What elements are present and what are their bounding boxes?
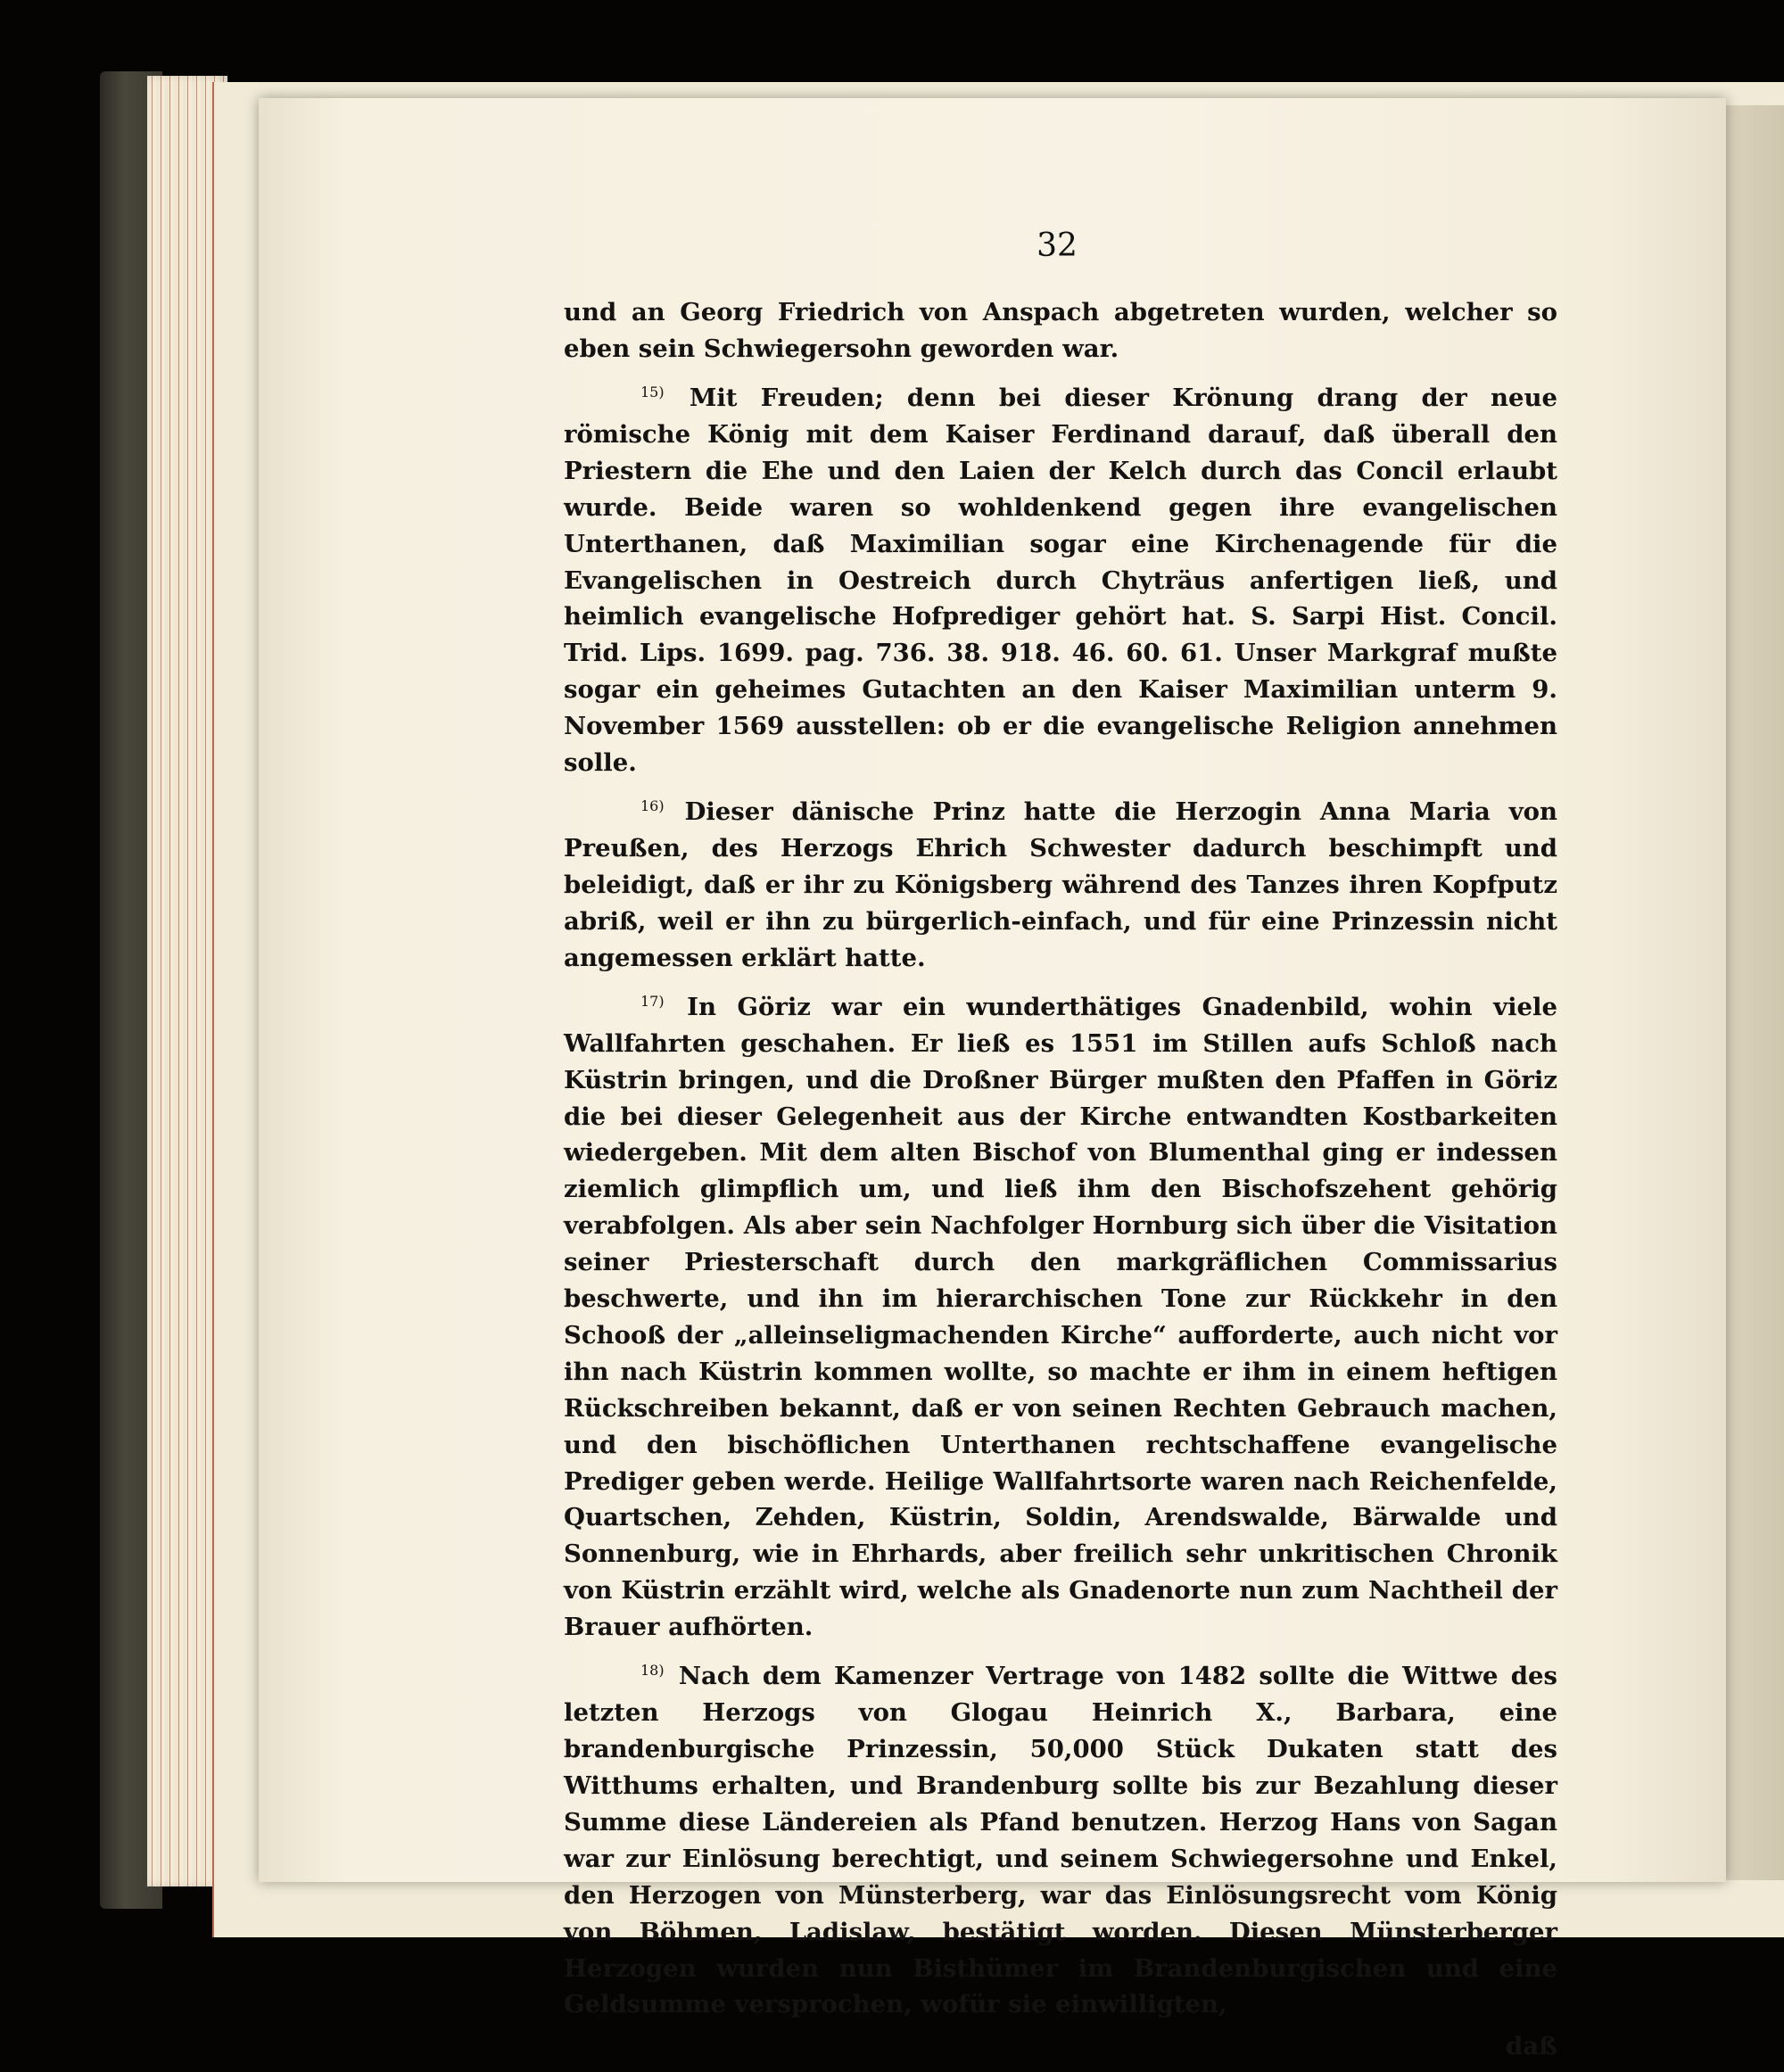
footnote-marker: 16) bbox=[640, 797, 665, 814]
footnote-16 bbox=[564, 788, 1557, 977]
footnote-text: In Göriz war ein wunderthätiges Gnadenbild, wohin viele Wallfahrten geschahen. Er ließ es 1551 im Stillen aufs Schloß nach Küstrin bringen, und die Droßner Bürger mußten den Pfaffen in Göriz die bei dieser Gelegenheit aus der Kirche entwandten Kostbarkeiten wiedergeben. Mit dem alten Bischof von Blumenthal ging er indessen ziemlich glimpflich um, und ließ ihm den Bischofszehent gehörig verabfolgen. Als aber sein Nachfolger Hornburg sich über die Visitation seiner Priesterschaft durch den markgräflichen Commissarius beschwerte, und ihn im hierarchischen Tone zur Rückkehr in den Schooß der „alleinseligmachenden Kirche“ aufforderte, auch nicht vor ihn nach Küstrin kommen wollte, so machte er ihm in einem heftigen Rückschreiben bekannt, daß er von seinen Rechten Gebrauch machen, und den bischöflichen Unterthanen rechtschaffene evangelische Prediger geben werde. Heilige Wallfahrtsorte waren nach Reichenfelde, Quartschen, Zehden, Küstrin, Soldin, Arendswalde, Bärwalde und Sonnenburg, wie in Ehrhards, aber freilich sehr unkritischen Chronik von Küstrin erzählt wird, welche als Gnadenorte nun zum Nachtheil der Brauer aufhörten. bbox=[564, 992, 1557, 1642]
footnote-15 bbox=[564, 375, 1557, 781]
page-number: 32 bbox=[1037, 227, 1078, 264]
footnote-text: Nach dem Kamenzer Vertrage von 1482 sollte die Wittwe des letzten Herzogs von Glogau Heinrich X., Barbara, eine brandenburgische Prinzessin, 50,000 Stück Dukaten statt des Witthums erhalten, und Brandenburg sollte bis zur Bezahlung dieser Summe diese Ländereien als Pfand benutzen. Herzog Hans von Sagan war zur Einlösung berechtigt, und seinem Schwiegersohne und Enkel, den Herzogen von Münsterberg, war das Einlösungsrecht vom König von Böhmen, Ladislaw, bestätigt worden. Diesen Münsterberger Herzogen wurden nun Bisthümer im Brandenburgischen und eine Geldsumme versprochen, wofür sie einwilligten, bbox=[564, 1662, 1557, 2019]
footnote-marker: 15) bbox=[640, 383, 665, 400]
footnote-18 bbox=[564, 1653, 1557, 2023]
footnote-marker: 17) bbox=[640, 992, 665, 1010]
footnote-text: Dieser dänische Prinz hatte die Herzogin Anna Maria von Preußen, des Herzogs Ehrich Schwester dadurch beschimpft und beleidigt, daß er ihr zu Königsberg während des Tanzes ihren Kopfputz abriß, weil er ihn zu bürgerlich-einfach, und für eine Prinzessin nicht angemessen erklärt hatte. bbox=[564, 797, 1558, 972]
paragraph-text: und an Georg Friedrich von Anspach abgetreten wurden, welcher so eben sein Schwiegersohn geworden war. bbox=[564, 298, 1557, 363]
footnote-text: Mit Freuden; denn bei dieser Krönung drang der neue römische König mit dem Kaiser Ferdinand darauf, daß überall den Priestern die Ehe und den Laien der Kelch durch das Concil erlaubt wurde. Beide waren so wohldenkend gegen ihre evangelischen Unterthanen, daß Maximilian sogar eine Kirchenagende für die Evangelischen in Oestreich durch Chyträus anfertigen ließ, und heimlich evangelische Hofprediger gehört hat. S. Sarpi Hist. Concil. Trid. Lips. 1699. pag. 736. 38. 918. 46. 60. 61. Unser Markgraf mußte sogar ein geheimes Gutachten an den Kaiser Maximilian unterm 9. November 1569 ausstellen: ob er die evangelische Religion annehmen solle. bbox=[564, 383, 1557, 778]
footnote-17 bbox=[564, 984, 1557, 1646]
page-text bbox=[564, 294, 1557, 2072]
next-page-edge bbox=[1726, 105, 1784, 1880]
catchword: daß bbox=[1506, 2032, 1557, 2061]
footnote-marker: 18) bbox=[640, 1662, 665, 1680]
paragraph-continuation bbox=[564, 294, 1557, 367]
